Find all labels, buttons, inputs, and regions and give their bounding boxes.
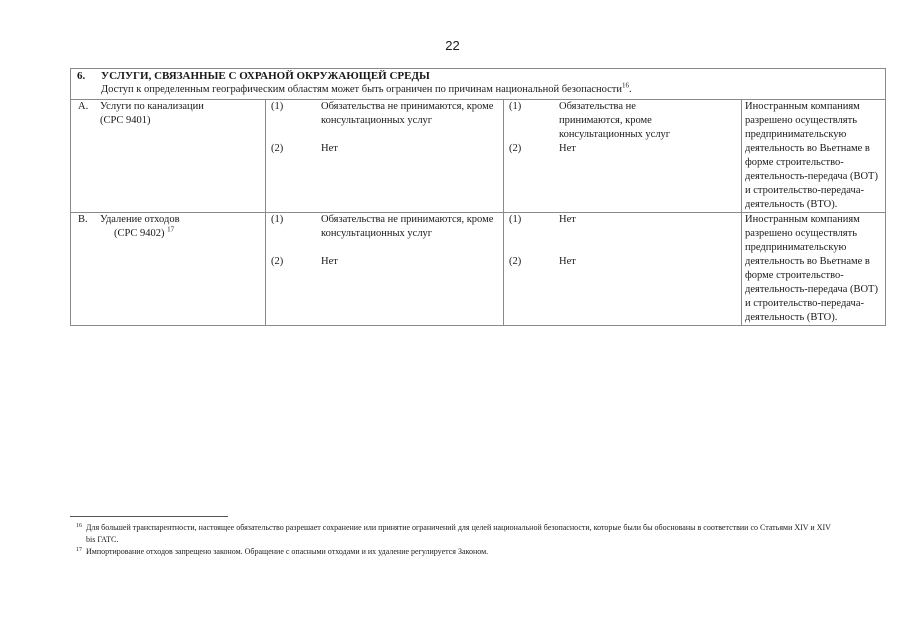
- mode-item: [269, 100, 500, 128]
- mode-number: (1): [509, 214, 522, 225]
- mode-item: [507, 255, 738, 269]
- mode-number: (1): [271, 214, 284, 225]
- additional-commitments-cell: [742, 100, 886, 213]
- additional-commitments-text: Иностранным компаниям разрешено осуществлять предпринимательскую деятельность во Вьетнаме в форме строительство-деятельность-передача (BOT) и строительство-передача-деятельность (BTO).: [745, 101, 878, 210]
- footnote-ref-17[interactable]: 17: [167, 225, 175, 234]
- national-treatment-cell: [504, 100, 742, 213]
- section-title: УСЛУГИ, СВЯЗАННЫЕ С ОХРАНОЙ ОКРУЖАЮЩЕЙ СРЕДЫ: [101, 70, 430, 82]
- mode-text: Нет: [559, 256, 576, 267]
- footnotes: [76, 522, 836, 558]
- footnote-text: Импортирование отходов запрещено законом. Обращение с опасными отходами и их удаление регулируется Законом.: [86, 547, 489, 556]
- additional-commitments-text: Иностранным компаниям разрешено осуществлять предпринимательскую деятельность во Вьетнаме в форме строительство-деятельность-передача (BOT) и строительство-передача-деятельность (BTO).: [745, 214, 878, 323]
- table-row: [71, 100, 886, 213]
- footnote-separator: [70, 516, 228, 517]
- footnote-mark: 17: [76, 547, 82, 553]
- footnote-mark: 16: [76, 523, 82, 529]
- sector-cell: [71, 213, 266, 326]
- section-note-line: [77, 83, 882, 97]
- mode-item: [269, 213, 500, 241]
- mode-item: [507, 100, 738, 142]
- sector-cell: [71, 100, 266, 213]
- sector-name: Услуги по канализации: [100, 101, 204, 112]
- sector-name: Удаление отходов: [100, 214, 180, 225]
- mode-item: [269, 142, 500, 156]
- mode-number: (2): [271, 143, 284, 154]
- mode-item: [507, 213, 738, 227]
- section-note-end: .: [629, 84, 632, 95]
- mode-text: Обязательства не принимаются, кроме консультационных услуг: [321, 214, 494, 239]
- national-treatment-cell: [504, 213, 742, 326]
- sector-letter: B.: [78, 214, 88, 225]
- mode-number: (2): [509, 256, 522, 267]
- section-header: [71, 69, 886, 100]
- mode-number: (1): [271, 101, 284, 112]
- mode-number: (2): [509, 143, 522, 154]
- sector-cpc: (CPC 9402): [114, 228, 165, 239]
- footnote-ref-16[interactable]: 16: [622, 81, 630, 90]
- mode-text: Нет: [559, 143, 576, 154]
- mode-number: (2): [271, 256, 284, 267]
- mode-text: Обязательства не принимаются, кроме консультационных услуг: [321, 101, 494, 126]
- footnote-17: [76, 546, 836, 558]
- section-title-line: [77, 69, 882, 83]
- mode-number: (1): [509, 101, 522, 112]
- sector-cpc: (CPC 9401): [100, 115, 151, 126]
- section-number: 6.: [77, 70, 86, 82]
- mode-text: Нет: [321, 256, 338, 267]
- mode-text: Нет: [559, 214, 576, 225]
- section-header-row: [71, 69, 886, 100]
- mode-item: [269, 255, 500, 269]
- additional-commitments-cell: [742, 213, 886, 326]
- page-number: 22: [445, 38, 460, 53]
- commitments-table: [70, 68, 886, 326]
- footnote-text: Для большей транспарентности, настоящее обязательство разрешает сохранение или принятие ограничений для целей национальной безопасности, которые были бы обоснованы в соответствии со Статьями XIV и XIV bis ГАТС.: [86, 523, 831, 544]
- footnote-16: [76, 522, 836, 546]
- market-access-cell: [266, 100, 504, 213]
- table-row: [71, 213, 886, 326]
- section-note: Доступ к определенным географическим областям может быть ограничен по причинам национальной безопасности: [101, 84, 623, 95]
- sector-letter: A.: [78, 101, 89, 112]
- mode-text: Обязательства не принимаются, кроме консультационных услуг: [559, 101, 671, 140]
- mode-text: Нет: [321, 143, 338, 154]
- market-access-cell: [266, 213, 504, 326]
- mode-item: [507, 142, 738, 156]
